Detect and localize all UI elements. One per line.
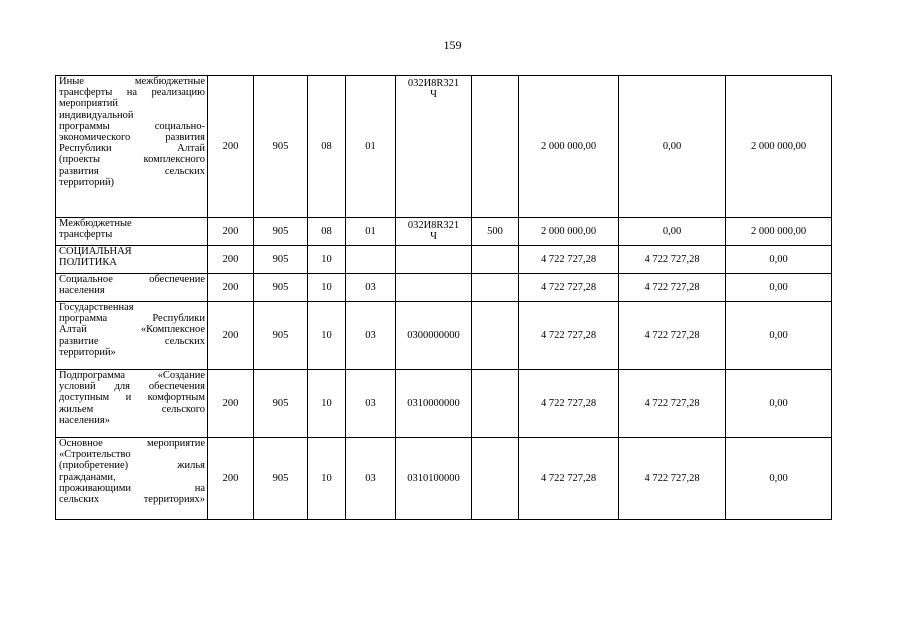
page-number: 159 [443,38,462,52]
row-name-line: развития сельских [59,165,205,177]
admin-code-cell: 200 [208,76,254,218]
subsection-cell: 03 [346,370,396,438]
row-name-line: (проекты комплексного [59,154,205,166]
amount-cell-2: 0,00 [619,76,726,218]
row-name-line: Алтай «Комплексное [59,324,205,336]
target-article-cell [396,218,472,246]
row-name-line: Республики Алтай [59,143,205,155]
row-name-line: жильем сельского [59,403,205,415]
subsection-cell: 03 [346,438,396,520]
target-article-cell [396,302,472,370]
ministry-code-cell: 905 [254,370,308,438]
expense-type-cell: 500 [472,218,519,246]
expense-type-cell [472,246,519,274]
row-name-line: сельских территориях» [59,494,205,506]
subsection-cell: 01 [346,218,396,246]
table-row [56,438,832,520]
row-name [56,438,208,520]
row-name-line: территорий» [59,346,116,358]
amount-cell: 4 722 727,28 [519,274,619,302]
subsection-cell: 03 [346,302,396,370]
amount-cell-3: 0,00 [726,274,832,302]
row-name [56,246,208,274]
row-name-line: СОЦИАЛЬНАЯ [59,246,132,257]
row-name-line: трансферты [59,229,113,241]
budget-table [55,75,832,520]
section-cell: 10 [308,438,346,520]
row-name-line: Межбюджетные [59,218,132,229]
amount-cell-2: 4 722 727,28 [619,302,726,370]
amount-cell-2: 4 722 727,28 [619,274,726,302]
row-name-line: Подпрограмма «Создание [59,370,205,381]
amount-cell-3: 0,00 [726,302,832,370]
admin-code-cell: 200 [208,274,254,302]
section-cell: 10 [308,302,346,370]
expense-type-cell [472,76,519,218]
expense-type-cell [472,274,519,302]
row-name-line: программы социально- [59,120,205,132]
section-cell: 08 [308,218,346,246]
subsection-cell [346,246,396,274]
section-cell: 08 [308,76,346,218]
row-name [56,370,208,438]
amount-cell-3: 2 000 000,00 [726,218,832,246]
row-name-line: гражданами, [59,471,116,483]
ministry-code-cell: 905 [254,438,308,520]
section-cell: 10 [308,274,346,302]
target-article-cell [396,370,472,438]
row-name [56,302,208,370]
amount-cell: 4 722 727,28 [519,302,619,370]
expense-type-cell [472,370,519,438]
amount-cell: 4 722 727,28 [519,246,619,274]
table-row [56,76,832,218]
row-name [56,218,208,246]
row-name-line: мероприятий [59,98,118,110]
row-name-line: «Строительство [59,449,131,461]
table-row [56,246,832,274]
amount-cell-3: 0,00 [726,246,832,274]
expense-type-cell [472,302,519,370]
table-row [56,302,832,370]
row-name-line: (приобретение) жилья [59,460,205,472]
row-name-line: условий для обеспечения [59,381,205,393]
target-article-line: Ч [430,231,437,242]
amount-cell-2: 0,00 [619,218,726,246]
table-row [56,274,832,302]
target-article-line: 0310000000 [407,397,460,409]
target-article-line: 0310100000 [407,472,460,484]
amount-cell-2: 4 722 727,28 [619,246,726,274]
target-article-cell [396,246,472,274]
amount-cell: 2 000 000,00 [519,76,619,218]
amount-cell-3: 0,00 [726,438,832,520]
section-cell: 10 [308,246,346,274]
admin-code-cell: 200 [208,370,254,438]
subsection-cell: 03 [346,274,396,302]
target-article-line: Ч [430,89,437,100]
row-name-line: населения» [59,414,110,426]
row-name-line: экономического развития [59,132,205,144]
ministry-code-cell: 905 [254,246,308,274]
admin-code-cell: 200 [208,438,254,520]
ministry-code-cell: 905 [254,218,308,246]
expense-type-cell [472,438,519,520]
row-name-line: трансферты на реализацию [59,87,205,99]
amount-cell-3: 2 000 000,00 [726,76,832,218]
row-name-line: Социальное обеспечение [59,274,205,285]
amount-cell-2: 4 722 727,28 [619,438,726,520]
ministry-code-cell: 905 [254,76,308,218]
subsection-cell: 01 [346,76,396,218]
target-article-cell [396,274,472,302]
target-article-cell [396,438,472,520]
ministry-code-cell: 905 [254,302,308,370]
admin-code-cell: 200 [208,302,254,370]
amount-cell: 4 722 727,28 [519,438,619,520]
target-article-line: 032И8R321 [407,220,460,231]
amount-cell-3: 0,00 [726,370,832,438]
row-name-line: развитие сельских [59,335,205,347]
row-name-line: индивидуальной [59,109,134,121]
target-article-cell [396,76,472,218]
table-row [56,370,832,438]
row-name-line: программа Республики [59,313,205,325]
amount-cell-2: 4 722 727,28 [619,370,726,438]
row-name-line: населения [59,285,105,297]
amount-cell: 2 000 000,00 [519,218,619,246]
target-article-line: 0300000000 [407,329,460,341]
admin-code-cell: 200 [208,246,254,274]
ministry-code-cell: 905 [254,274,308,302]
row-name-line: Государственная [59,302,134,313]
row-name-line: ПОЛИТИКА [59,257,117,269]
row-name-line: Основное мероприятие [59,438,205,449]
amount-cell: 4 722 727,28 [519,370,619,438]
row-name-line: проживающими на [59,482,205,494]
target-article-line: 032И8R321 [407,78,460,89]
table-row [56,218,832,246]
row-name [56,76,208,218]
row-name-line: территорий) [59,176,115,188]
row-name-line: доступным и комфортным [59,392,205,404]
section-cell: 10 [308,370,346,438]
admin-code-cell: 200 [208,218,254,246]
row-name-line: Иные межбюджетные [59,76,205,87]
row-name [56,274,208,302]
